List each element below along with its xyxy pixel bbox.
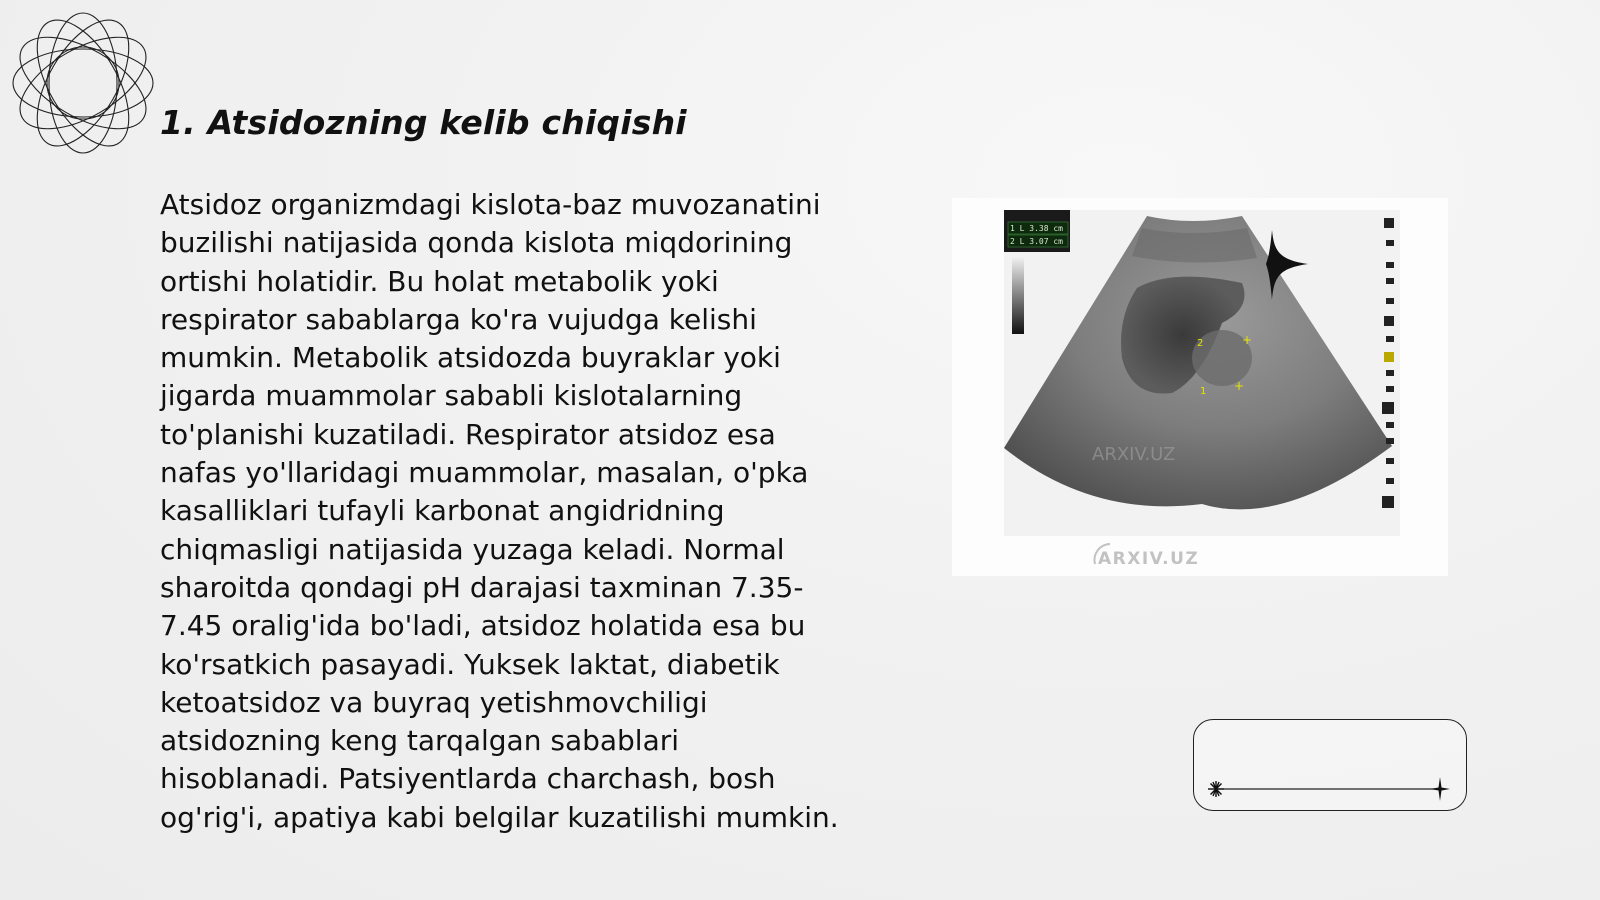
four-point-star-icon xyxy=(1266,230,1314,300)
slide-body-text: Atsidoz organizmdagi kislota-baz muvozanatini buzilishi natijasida qonda kislota miqdorining ortishi holatidir. Bu holat metabolik yoki respirator sabablarga ko'ra vujudga kelishi mumkin. Metabolik atsidozda buyraklar yoki jigarda muammolar sababli kislotalarning to'planishi kuzatiladi. Respirator atsidoz esa nafas yo'llaridagi muammolar, masalan, o'pka kasalliklari tufayli karbonat angidridning chiqmasligi natijasida yuzaga keladi. Normal sharoitda qondagi pH darajasi taxminan 7.35-7.45 oralig'ida bo'ladi, atsidoz holatida esa bu ko'rsatkich pasayadi. Yuksek laktat, diabetik ketoatsidoz va buyraq yetishmovchiligi atsidozning keng tarqalgan sabablari hisoblanadi. Patsiyentlarda charchash, bosh og'rig'i, apatiya kabi belgilar kuzatilishi mumkin. xyxy=(160,188,839,834)
watermark-caption: ARXIV.UZ xyxy=(1098,549,1200,569)
measurement-2: 2 L 3.07 cm xyxy=(1010,237,1063,246)
marker-label-2: 2 xyxy=(1197,338,1204,349)
plus-cross-icon xyxy=(1430,777,1450,801)
watermark-logo xyxy=(1094,544,1199,569)
starburst-icon xyxy=(1208,781,1224,797)
inner-watermark: ARXIV.UZ xyxy=(1092,444,1176,465)
rosette-ornament-icon xyxy=(10,10,156,156)
marker-label-1: 1 xyxy=(1200,386,1207,397)
grayscale-bar xyxy=(1012,256,1024,334)
ultrasound-image xyxy=(952,198,1448,576)
svg-text:+: + xyxy=(1234,379,1245,393)
measurement-1: 1 L 3.38 cm xyxy=(1010,224,1063,233)
decorative-line-frame xyxy=(1193,719,1467,811)
slide-title: 1. Atsidozning kelib chiqishi xyxy=(160,103,687,142)
svg-text:+: + xyxy=(1242,333,1253,347)
